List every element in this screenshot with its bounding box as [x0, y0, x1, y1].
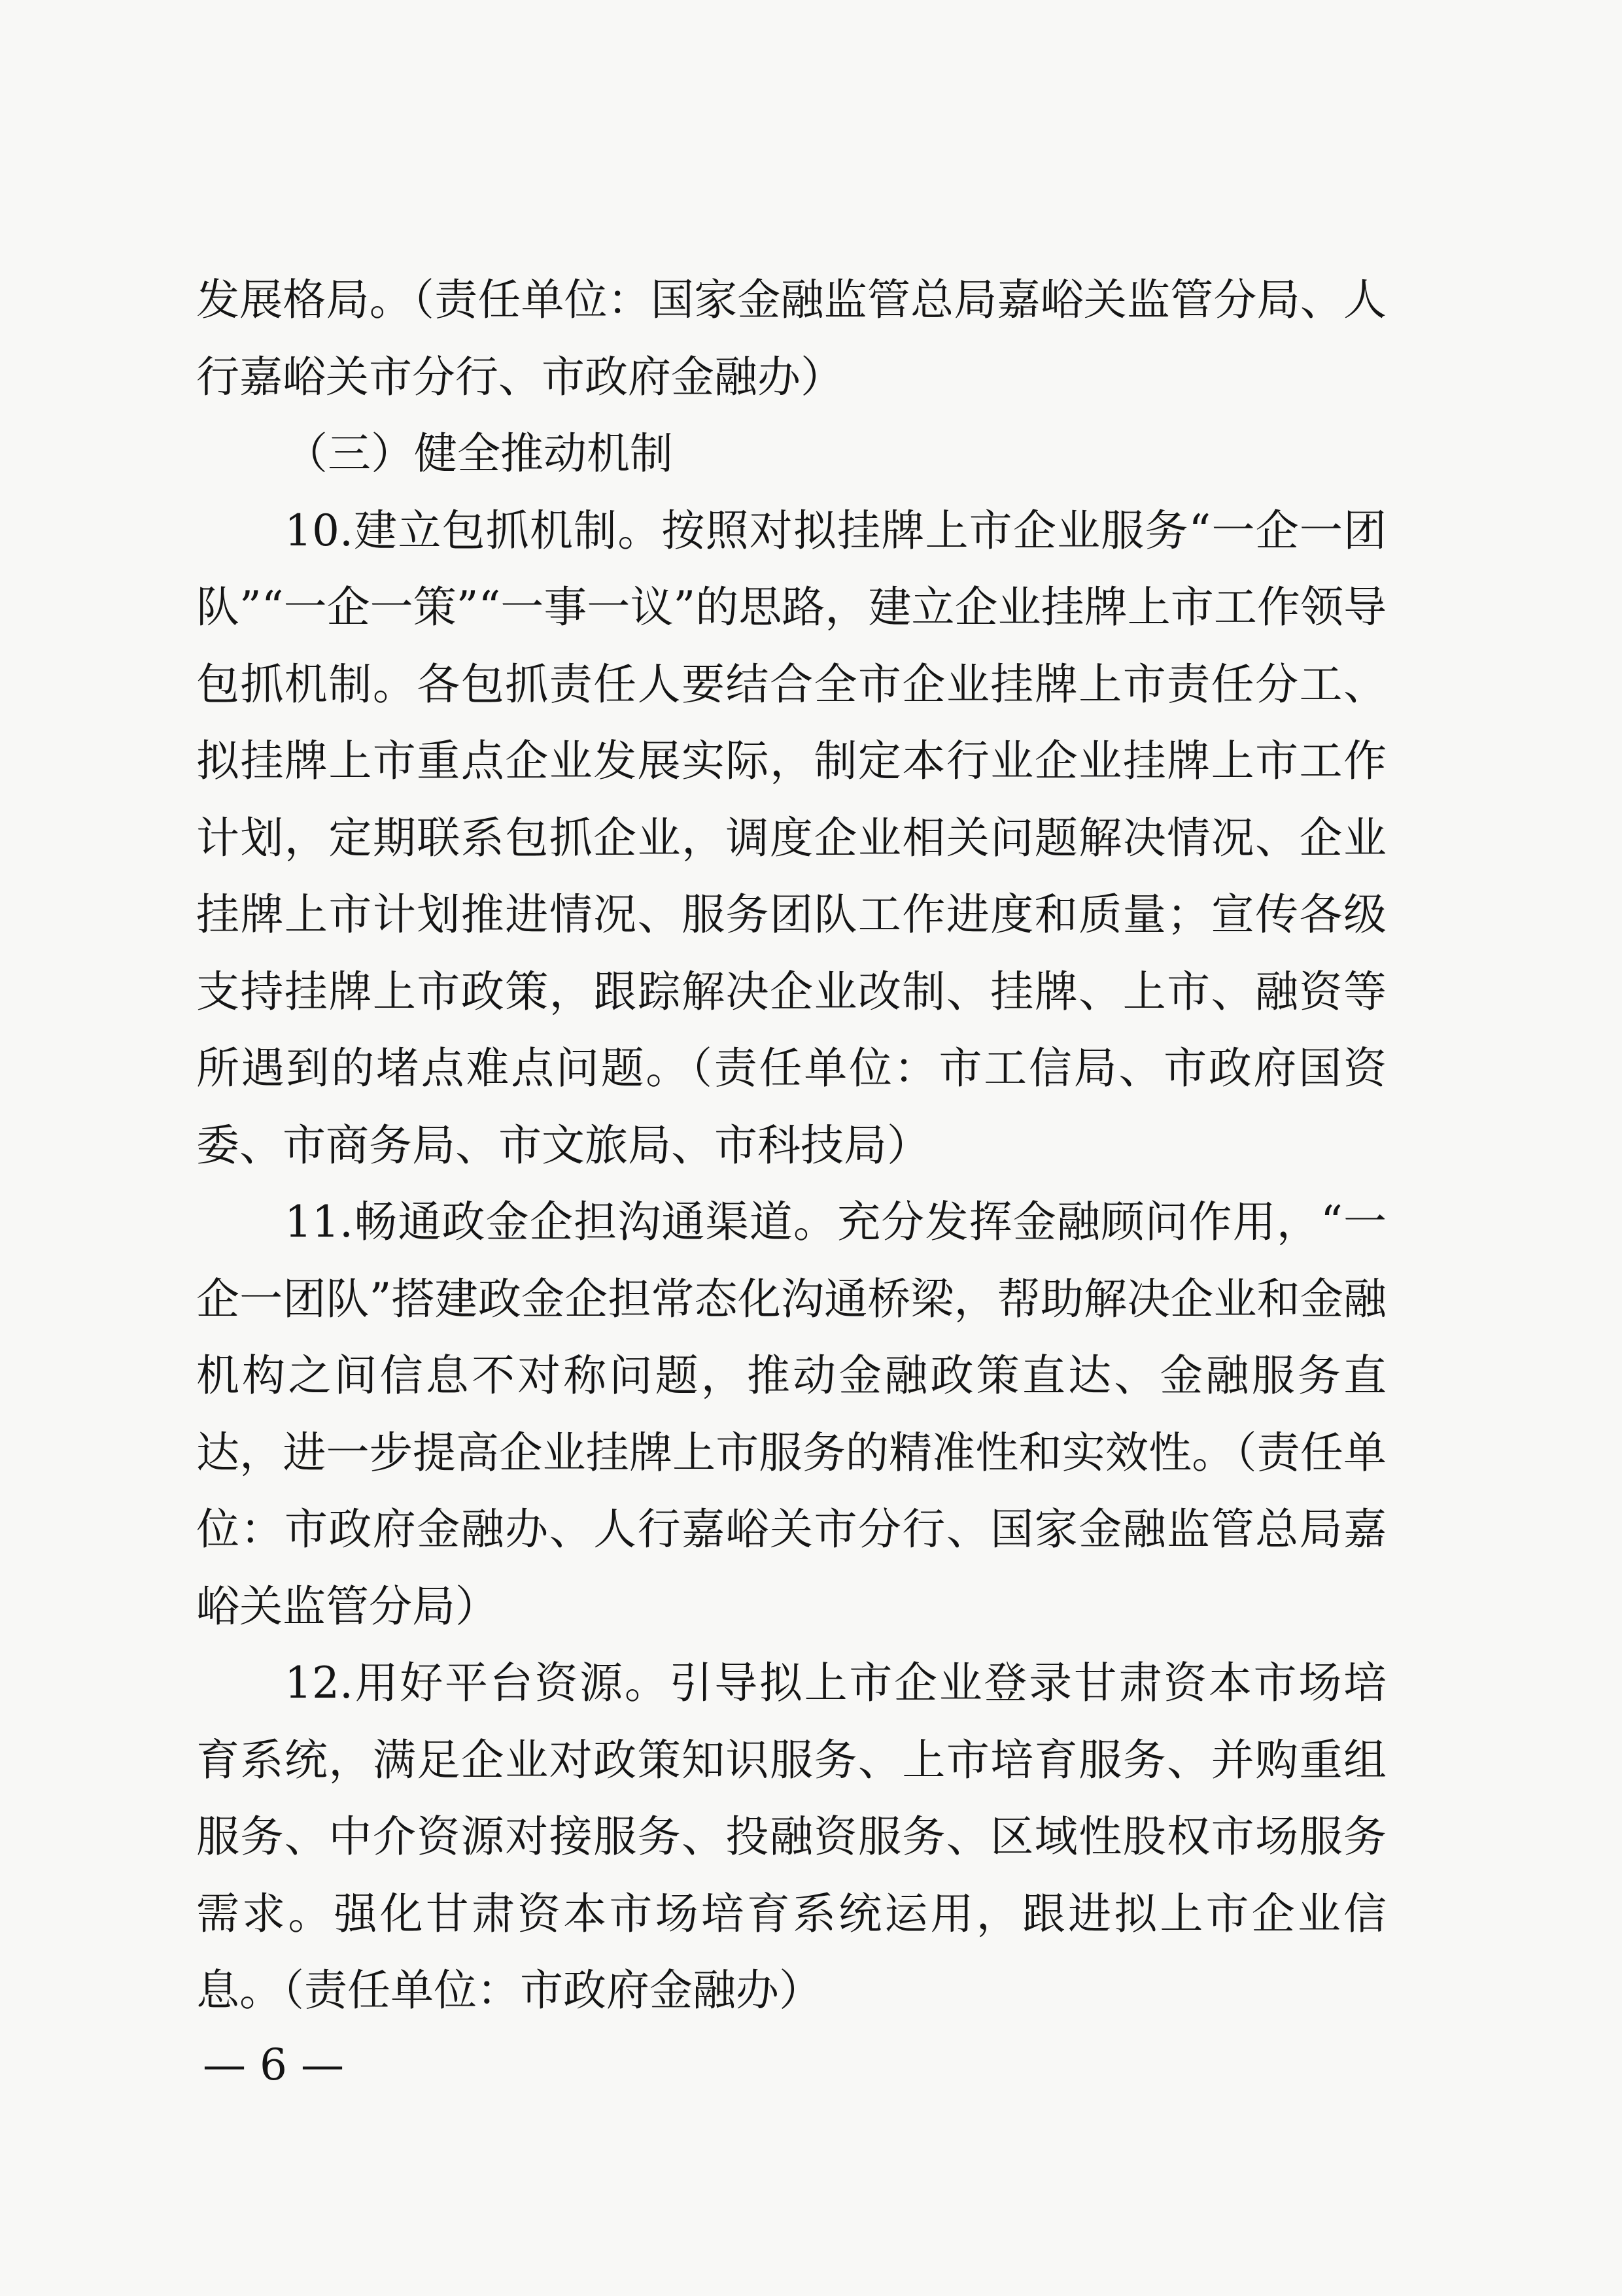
section-heading: （三）健全推动机制 [285, 428, 673, 479]
page-number: — 6 — [203, 2040, 344, 2090]
paragraph-item-12: 12.用好平台资源。引导拟上市企业登录甘肃资本市场培育系统，满足企业对政策知识服务、上市培育服务、并购重组服务、中介资源对接服务、投融资服务、区域性股权市场服务需求。强化甘肃资本市场培育系统运用，跟进拟上市企业信息。（责任单位：市政府金融办） [196, 1658, 1387, 2015]
paragraph-item-11: 11.畅通政金企担沟通渠道。充分发挥金融顾问作用，“一企一团队”搭建政金企担常态化沟通桥梁，帮助解决企业和金融机构之间信息不对称问题，推动金融政策直达、金融服务直达，进一步提高企业挂牌上市服务的精准性和实效性。（责任单位：市政府金融办、人行嘉峪关市分行、国家金融监管总局嘉峪关监管分局） [196, 1197, 1387, 1632]
body-text [196, 262, 1387, 2029]
paragraph-item-10: 10.建立包抓机制。按照对拟挂牌上市企业服务“一企一团队”“一企一策”“一事一议”的思路，建立企业挂牌上市工作领导包抓机制。各包抓责任人要结合全市企业挂牌上市责任分工、拟挂牌上市重点企业发展实际，制定本行业企业挂牌上市工作计划，定期联系包抓企业，调度企业相关问题解决情况、企业挂牌上市计划推进情况、服务团队工作进度和质量；宣传各级支持挂牌上市政策，跟踪解决企业改制、挂牌、上市、融资等所遇到的堵点难点问题。（责任单位：市工信局、市政府国资委、市商务局、市文旅局、市科技局） [196, 505, 1387, 1171]
paragraph-continuation: 发展格局。（责任单位：国家金融监管总局嘉峪关监管分局、人行嘉峪关市分行、市政府金融办） [196, 275, 1387, 402]
